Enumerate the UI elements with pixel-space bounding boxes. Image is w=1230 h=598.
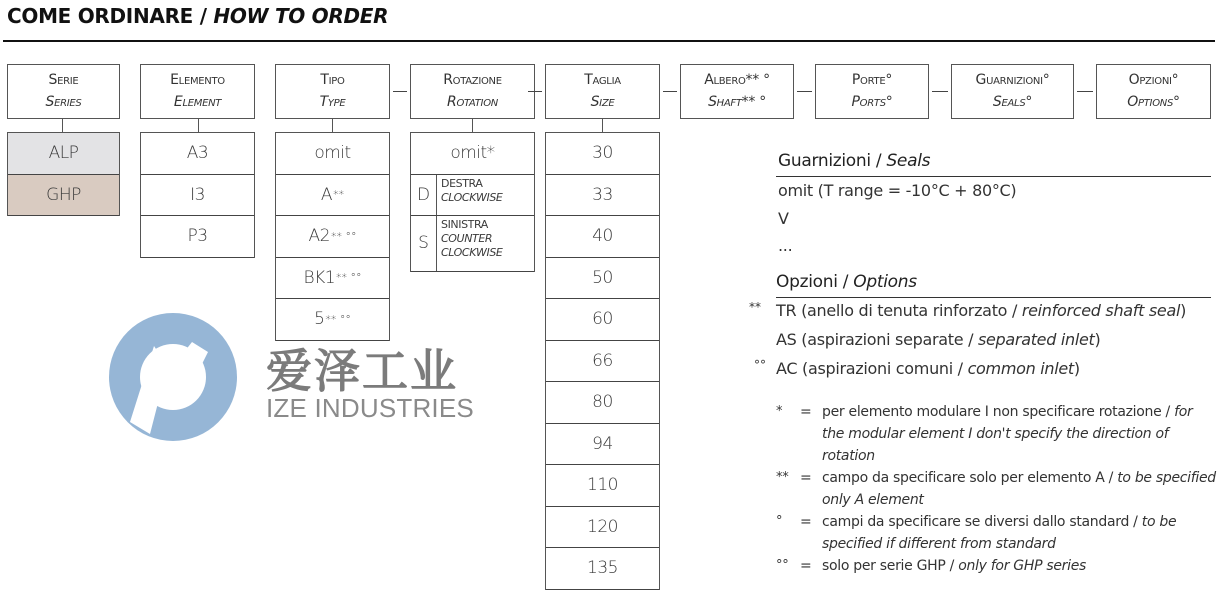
element-option: P3: [141, 216, 254, 258]
header-size: Taglia Size: [545, 64, 660, 119]
watermark-chinese: 爱泽工业: [266, 344, 458, 398]
element-option: I3: [141, 175, 254, 217]
size-option: 50: [546, 258, 659, 300]
options-item: TR (anello di tenuta rinforzato / reinforced shaft seal): [776, 301, 1187, 320]
connector-line: [198, 119, 199, 132]
element-column: [140, 132, 255, 258]
options-mark: **: [749, 300, 761, 314]
size-option: 80: [546, 382, 659, 424]
type-option: 5 ** °°: [276, 299, 389, 341]
connector-line: [62, 119, 63, 132]
connector-line: [472, 119, 473, 132]
seals-item: omit (T range = -10°C + 80°C): [778, 181, 1017, 200]
footnote: °° = solo per serie GHP / only for GHP series: [776, 558, 1087, 574]
footnote: * = per elemento modulare I non specificare rotazione / for the modular element I don't specify the direction of rotation: [776, 404, 1193, 464]
connector-line: [602, 119, 603, 132]
header-rotation: Rotazione Rotation: [410, 64, 535, 119]
series-option-alp: ALP: [8, 133, 119, 175]
seals-rule: [776, 176, 1211, 177]
separator-dash: [663, 91, 677, 92]
options-rule: [776, 297, 1211, 298]
size-option: 94: [546, 424, 659, 466]
separator-dash: [797, 91, 812, 92]
separator-dash: [1077, 91, 1093, 92]
size-option: 120: [546, 507, 659, 549]
size-option: 66: [546, 341, 659, 383]
seals-title: Guarnizioni / Seals: [778, 151, 931, 171]
element-option: A3: [141, 133, 254, 175]
seals-item: ...: [778, 236, 793, 255]
type-option: omit: [276, 133, 389, 175]
type-option: BK1 ** °°: [276, 258, 389, 300]
footnote: ° = campi da specificare se diversi dallo standard / to be specified if different from standard: [776, 514, 1177, 552]
rotation-option-omit: omit*: [411, 133, 534, 175]
series-option-ghp: GHP: [8, 175, 119, 217]
rotation-option-d: D DESTRA CLOCKWISE: [411, 175, 534, 216]
size-option: 110: [546, 465, 659, 507]
size-option: 33: [546, 175, 659, 217]
header-element: Elemento Element: [140, 64, 255, 119]
rotation-column: [410, 132, 535, 272]
header-type: Tipo Type: [275, 64, 390, 119]
header-ports: Porte° Ports°: [815, 64, 929, 119]
size-column: [545, 132, 660, 590]
size-option: 60: [546, 299, 659, 341]
separator-dash: [393, 91, 407, 92]
separator-dash: [932, 91, 948, 92]
rotation-option-s: S SINISTRA COUNTER CLOCKWISE: [411, 216, 534, 272]
size-option: 40: [546, 216, 659, 258]
footnote: ** = campo da specificare solo per elemento A / to be specified only A element: [776, 470, 1216, 508]
separator-dash: [528, 91, 542, 92]
header-options: Opzioni° Options°: [1096, 64, 1211, 119]
size-option: 30: [546, 133, 659, 175]
connector-line: [332, 119, 333, 132]
type-column: [275, 132, 390, 341]
options-item: AS (aspirazioni separate / separated inlet): [776, 330, 1101, 349]
title-rule: [3, 40, 1215, 42]
type-option: A2 ** °°: [276, 216, 389, 258]
options-title: Opzioni / Options: [776, 272, 917, 292]
seals-item: V: [778, 209, 789, 228]
size-option: 135: [546, 548, 659, 590]
options-item: AC (aspirazioni comuni / common inlet): [776, 359, 1080, 378]
header-seals: Guarnizioni° Seals°: [951, 64, 1074, 119]
header-shaft: Albero** ° Shaft** °: [680, 64, 794, 119]
watermark-english: IZE INDUSTRIES: [266, 393, 474, 423]
series-column: [7, 132, 120, 216]
ize-logo-icon: [108, 312, 238, 442]
options-mark: °°: [754, 358, 766, 372]
header-series: Serie Series: [7, 64, 120, 119]
type-option: A **: [276, 175, 389, 217]
page-title: COME ORDINARE / HOW TO ORDER: [7, 4, 389, 28]
